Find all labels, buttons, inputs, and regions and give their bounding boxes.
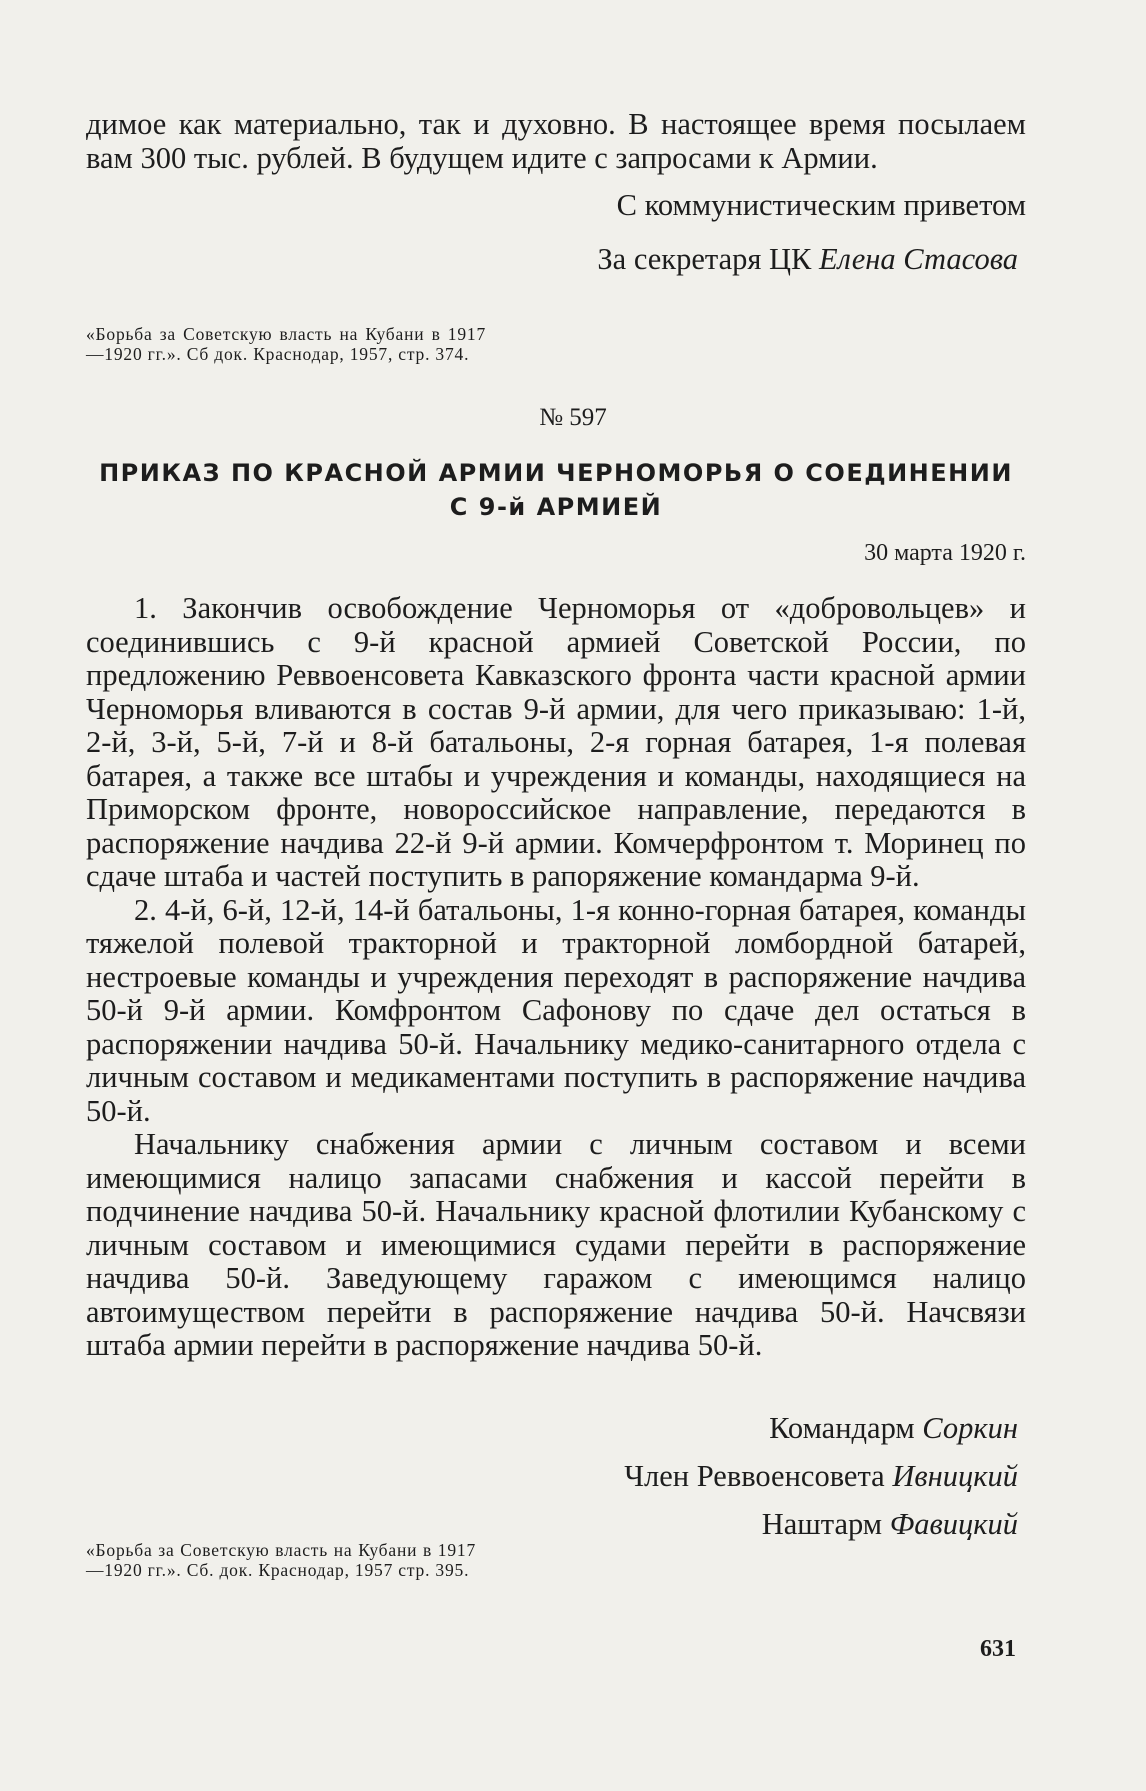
signature-1 [318,1404,1018,1452]
signature-2-name: Ивницкий [892,1459,1018,1493]
paragraph-3: Начальнику снабжения армии с личным составом и всеми имеющимися налицо запасами снабжения и кассой перейти в подчинение начдива 50-й. Начальнику красной флотилии Кубанскому с личным составом и имеющимися судами перейти в распоряжение начдива 50-й. Заведующему гаражом с имеющимся налицо автоимуществом перейти в распоряжение начдива 50-й. Начсвязи штаба армии перейти в распоряжение начдива 50-й. [86,1127,1026,1362]
page-number: 631 [980,1636,1016,1662]
document-date: 30 марта 1920 г. [864,540,1026,566]
paragraph-2: 2. 4-й, 6-й, 12-й, 14-й батальоны, 1-я конно-горная батарея, команды тяжелой полевой тракторной и тракторной ломбордной батарей, нестроевые команды и учреждения переходят в распоряжение начдива 50-й 9-й армии. Комфронтом Сафонову по сдаче дел остаться в распоряжении начдива 50-й. Начальнику медико-санитарного отдела с личным составом и медикаментами поступить в распоряжение начдива 50-й. [86,892,1026,1128]
signature-3-role: Наштарм [761,1507,883,1541]
signature-1-name: Соркин [922,1411,1018,1445]
signature-3-name: Фавицкий [889,1507,1018,1541]
closing-line: С коммунистическим приветом [616,188,1026,222]
signature-2 [318,1452,1018,1500]
title-line-1: ПРИКАЗ ПО КРАСНОЙ АРМИИ ЧЕРНОМОРЬЯ О СОЕДИНЕНИИ [99,459,1013,487]
document-title [86,456,1026,524]
signature-role: За секретаря ЦК [597,242,812,276]
signature-block [318,1404,1018,1548]
document-number: № 597 [539,404,607,431]
top-paragraph: димое как материально, так и духовно. В настоящее время посылаем вам 300 тыс. рублей. В будущем идите с запросами к Армии. [86,107,1026,175]
source-citation-2: «Борьба за Советскую власть на Кубани в 1917—1920 гг.». Сб. док. Краснодар, 1957 стр. 395. [86,1540,476,1580]
top-section [86,108,1026,286]
title-line-2: С 9-й АРМИЕЙ [449,493,663,521]
signature-2-role: Член Реввоенсовета [624,1459,885,1493]
source-citation-1: «Борьба за Советскую власть на Кубани в 1917—1920 гг.». Сб док. Краснодар, 1957, стр. 374. [86,324,486,364]
paragraph-1: 1. Закончив освобождение Черноморья от «добровольцев» и соединившись с 9-й красной армией Советской России, по предложению Реввоенсовета Кавказского фронта части красной армии Черноморья вливаются в состав 9-й армии, для чего приказываю: 1-й, 2-й, 3-й, 5-й, 7-й и 8-й батальоны, 2-я горная батарея, 1-я полевая батарея, а также все штабы и учреждения и команды, находящиеся на Приморском фронте, новороссийское направление, передаются в распоряжение начдива 22-й 9-й армии. Комчерфронтом т. Моринец по сдаче штаба и частей поступить в рапоряжение командарма 9-й. [86,591,1026,893]
signature-name: Елена Стасова [819,242,1018,276]
signature-1-role: Командарм [769,1411,915,1445]
signature-line-top [86,232,1018,286]
document-body [86,592,1026,1363]
